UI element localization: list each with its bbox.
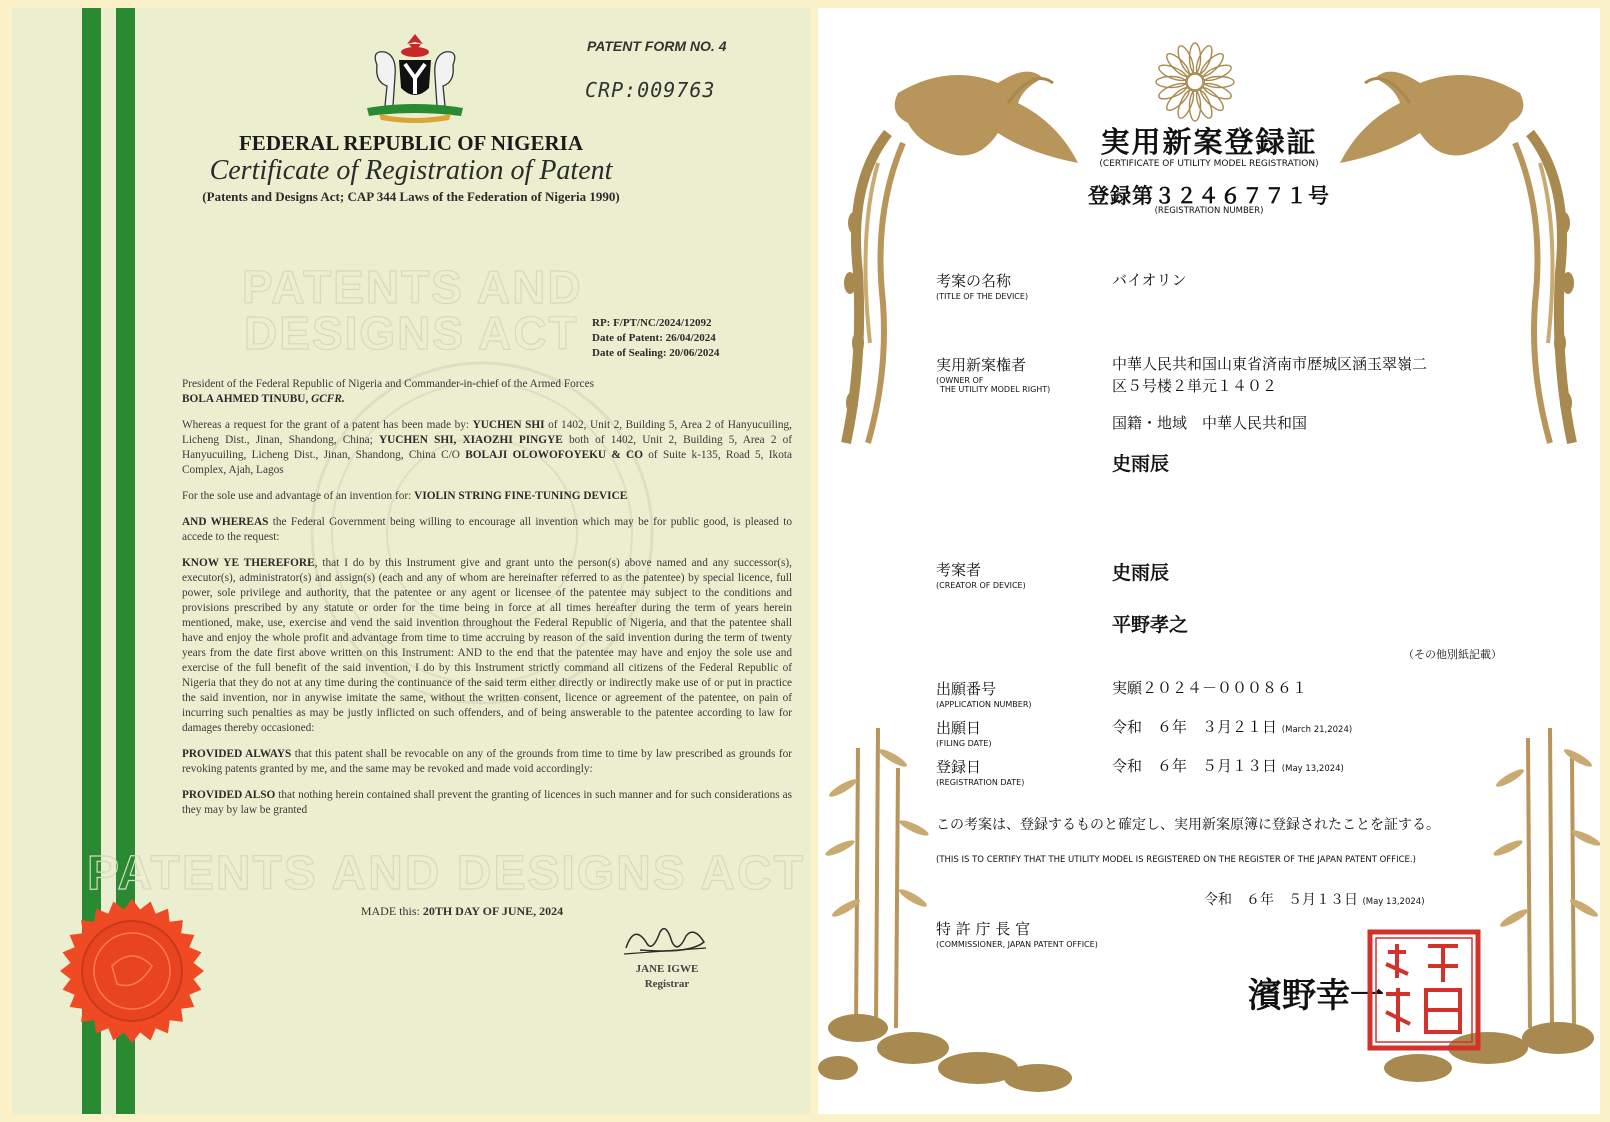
watermark-bottom: PATENTS AND DESIGNS ACT [87, 847, 806, 900]
registrar-name: JANE IGWE [635, 963, 699, 975]
certificate-body [182, 377, 792, 829]
provided-also-paragraph: PROVIDED ALSO that nothing herein contained shall prevent the granting of licences in such manner and for such considerations as they may by law be granted [182, 789, 792, 816]
nigeria-patent-certificate [12, 8, 810, 1114]
watermark-patents-and: PATENTS AND [242, 261, 583, 313]
official-stamp-icon [1366, 928, 1482, 1052]
phoenix-right-icon [1320, 43, 1590, 463]
issue-date: 令和 ６年 ５月１３日 (May 13,2024) [1204, 892, 1425, 908]
registration-date-label: 登録日 [936, 758, 982, 776]
crp-number: CRP:009763 [585, 78, 716, 102]
filing-date-label-en: (FILING DATE) [936, 739, 992, 748]
creator-label-en: (CREATOR OF DEVICE) [936, 581, 1026, 590]
filing-date-label: 出願日 [936, 719, 982, 737]
date-of-patent: Date of Patent: 26/04/2024 [592, 332, 716, 344]
device-title-label-en: (TITLE OF THE DEVICE) [936, 292, 1029, 301]
owner-label: 実用新案権者 [936, 356, 1027, 374]
and-whereas-paragraph: AND WHEREAS the Federal Government being willing to encourage all invention which may be for public good, is pleased to accede to the request: [182, 516, 792, 543]
registration-date-label-en: (REGISTRATION DATE) [936, 778, 1025, 787]
owner-name: 史雨辰 [1112, 453, 1170, 475]
creator-label: 考案者 [936, 561, 982, 579]
registrar-signature-icon [620, 918, 710, 960]
chrysanthemum-emblem-icon [1151, 38, 1239, 126]
commissioner-label: 特 許 庁 長 官 [936, 920, 1031, 938]
registration-number-en: (REGISTRATION NUMBER) [1154, 206, 1264, 216]
president-paragraph: President of the Federal Republic of Nigeria and Commander-in-chief of the Armed Forces BOLA AHMED TINUBU, GCFR. [182, 378, 594, 405]
commissioner-signature: 濱野幸一 [1248, 976, 1384, 1016]
certification-statement-en: (THIS IS TO CERTIFY THAT THE UTILITY MODEL IS REGISTERED ON THE REGISTER OF THE JAPAN PATENT OFFICE.) [936, 855, 1416, 865]
certificate-title: 実用新案登録証 [1100, 125, 1318, 159]
registrar-block [622, 962, 712, 992]
application-number: 実願２０２４－０００８６１ [1112, 679, 1308, 697]
red-seal-icon [57, 896, 207, 1046]
know-ye-paragraph: KNOW YE THEREFORE, that I do by this Instrument give and grant unto the person(s) above named and any successor(s), executor(s), administrator(s) and assign(s) (each and any of whom are hereinafter referred to as the patentee) by special licence, full power, sole privilege and authority, that the patentee or any agent or licensee of the patentee may subject to the conditions and provisions prescribed by any statute or order for the time being in force at all times hereafter during the term of years herein mentioned, make, use, exercise and vend the said invention throughout the Federal Republic of Nigeria, and that the patentee shall have and enjoy the whole profit and advantage from time to time accruing by reason of the said invention during the term of twenty years from the date first above written on this Instrument: AND to the end that the patentee may have and enjoy the sole use and exercise of the full benefit of the said invention, I do by this Instrument strictly command all citizens of the Federal Republic of Nigeria that they do not at any time during the continuance of the said term either directly or indirectly make use of or put in practice the said invention, nor in anywise imitate the same, without the written consent, licence or agreement of the patentee, on pain of incurring such penalties as may be justly inflicted on such offenders, and of being answerable to the patentee according to law for damages thereby occasioned: [182, 557, 792, 734]
application-number-label: 出願番号 [936, 680, 997, 698]
invention-paragraph: For the sole use and advantage of an invention for: VIOLIN STRING FINE-TUNING DEVICE [182, 490, 628, 502]
owner-label-en-2: THE UTILITY MODEL RIGHT) [940, 385, 1051, 394]
registration-number: 登録第３２４６７７１号 [1088, 184, 1330, 208]
application-number-label-en: (APPLICATION NUMBER) [936, 700, 1032, 709]
registrar-title: Registrar [644, 978, 690, 990]
filing-date: 令和 ６年 ３月２１日 (March 21,2024) [1112, 718, 1353, 736]
commissioner-label-en: (COMMISSIONER, JAPAN PATENT OFFICE) [936, 940, 1098, 949]
provided-always-paragraph: PROVIDED ALWAYS that this patent shall be revocable on any of the grounds from time to time by law prescribed as grounds for revoking patents granted by me, and the same may be revoked and made void accordingly: [182, 748, 792, 775]
owner-address-2: 区５号楼２単元１４０２ [1112, 377, 1278, 395]
certificate-title: Certificate of Registration of Patent [209, 155, 613, 186]
coat-of-arms-icon [357, 30, 473, 126]
owner-label-en-1: (OWNER OF [936, 376, 984, 385]
registration-date: 令和 ６年 ５月１３日 (May 13,2024) [1112, 757, 1344, 775]
others-note: （その他別紙記載） [1403, 648, 1502, 661]
patent-form-number: PATENT FORM NO. 4 [587, 38, 727, 54]
date-of-sealing: Date of Sealing: 20/06/2024 [592, 347, 720, 359]
whereas-paragraph: Whereas a request for the grant of a patent has been made by: YUCHEN SHI of 1402, Unit 2, Building 5, Area 2 of Hanyucuiling, Licheng Dist., Jinan, Shandong, China; YUCHEN SHI, XIAOZHI PINGYE both of 1402, Unit 2, Building 5, Area 2 of Hanyucuiling, Licheng Dist., Jinan, Shandong, China C/O BOLAJI OLOWOFOYEKU & CO of Suite k-135, Road 5, Ikota Complex, Ajah, Lagos [182, 419, 793, 476]
device-title: バイオリン [1112, 271, 1187, 289]
patent-reference-block [592, 316, 719, 361]
certification-statement: この考案は、登録するものと確定し、実用新案原簿に登録されたことを証する。 [936, 817, 1440, 833]
act-reference: (Patents and Designs Act; CAP 344 Laws of the Federation of Nigeria 1990) [202, 189, 620, 204]
made-date-line: MADE this: 20TH DAY OF JUNE, 2024 [360, 904, 564, 918]
creator-1: 史雨辰 [1112, 562, 1170, 584]
certificate-title-en: (CERTIFICATE OF UTILITY MODEL REGISTRATION) [1099, 159, 1319, 169]
country-heading: FEDERAL REPUBLIC OF NIGERIA [238, 131, 584, 155]
japan-utility-model-certificate [818, 8, 1600, 1114]
owner-nationality: 国籍・地域 中華人民共和国 [1112, 414, 1308, 432]
owner-address-1: 中華人民共和国山東省済南市歴城区涵玉翠嶺二 [1112, 355, 1428, 373]
watermark-designs-act: DESIGNS ACT [244, 307, 579, 359]
creator-2: 平野孝之 [1112, 614, 1189, 636]
device-title-label: 考案の名称 [936, 272, 1012, 290]
rp-number: RP: F/PT/NC/2024/12092 [592, 317, 712, 329]
phoenix-left-icon [828, 43, 1098, 463]
